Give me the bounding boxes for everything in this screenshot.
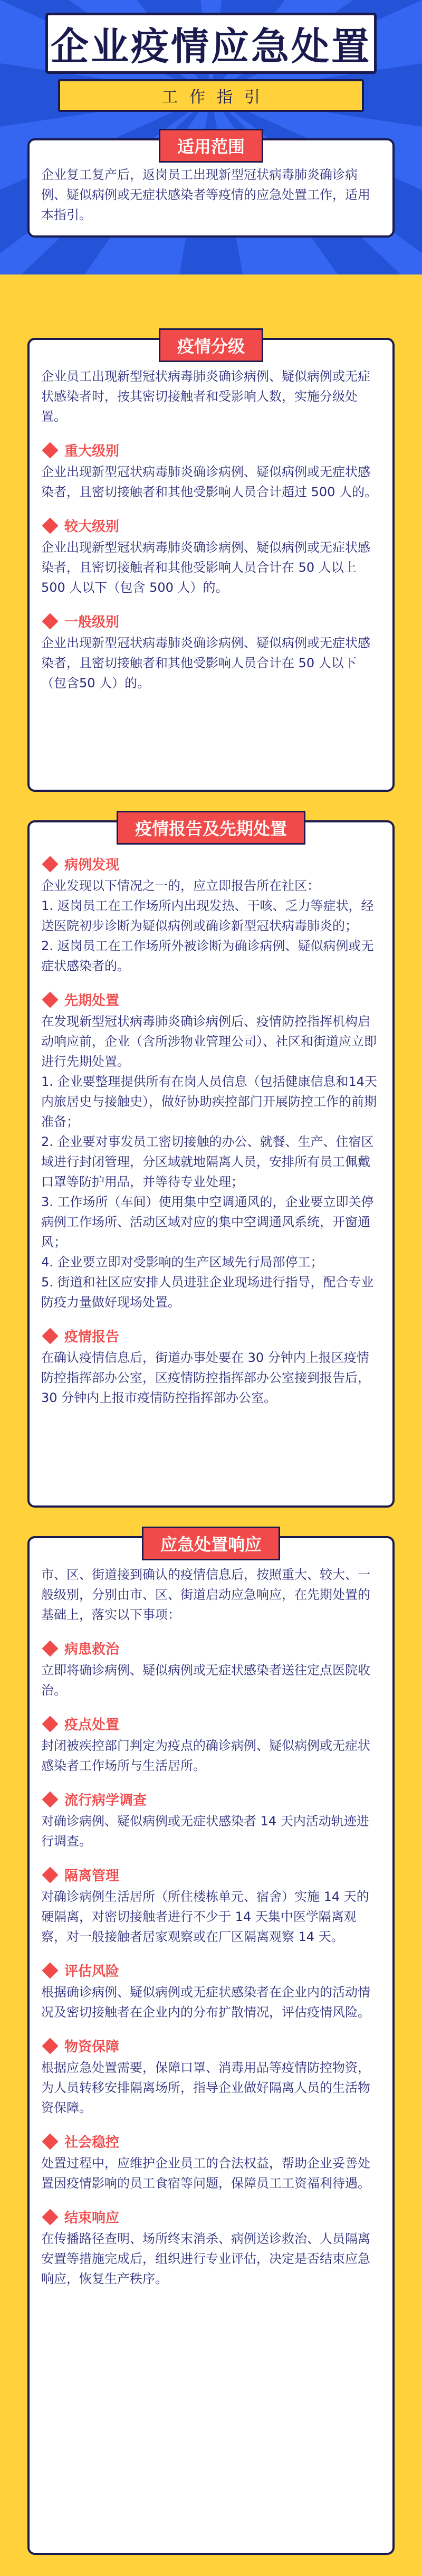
response-item-text: 在传播路径查明、场所终末消杀、病例送诊救治、人员隔离安置等措施完成后，组织进行专业评估，决定是否结束应急响应，恢复生产秩序。: [41, 2231, 370, 2286]
response-item-title: [41, 2036, 381, 2056]
scope-text: 企业复工复产后，返岗员工出现新型冠状病毒肺炎确诊病例、疑似病例或无症状感染者等疫情的应急处置工作，适用本指引。: [41, 167, 370, 222]
diamond-icon: [42, 1791, 58, 1807]
diamond-icon: [42, 2209, 58, 2225]
card-header-grading: [159, 328, 263, 362]
response-item-text: 根据应急处置需要，保障口罩、消毒用品等疫情防控物资，为人员转移安排隔离场所，指导企业做好隔离人员的生活物资保障。: [41, 2060, 370, 2115]
response-item-title: [41, 2132, 381, 2151]
response-item-title: [41, 1639, 381, 1658]
grading-item-title: [41, 440, 381, 460]
diamond-icon: [42, 2038, 58, 2054]
grading-item-text: 企业出现新型冠状病毒肺炎确诊病例、疑似病例或无症状感染者，且密切接触者和其他受影响人员合计超过 500 人的。: [41, 465, 378, 499]
response-item-text: 封闭被疾控部门判定为疫点的确诊病例、疑似病例或无症状感染者工作场所与生活居所。: [41, 1738, 370, 1773]
response-intro: 市、区、街道接到确认的疫情信息后，按照重大、较大、一般级别，分别由市、区、街道启动应急响应，在先期处置的基础上，落实以下事项：: [41, 1567, 370, 1622]
response-item-text: 对确诊病例生活居所（所住楼栋单元、宿舍）实施 14 天的硬隔离，对密切接触者进行不少于 14 天集中医学隔离观察，对一般接触者居家观察或在厂区隔离观察 14 天。: [41, 1889, 369, 1944]
grading-item-label: 重大级别: [64, 443, 120, 459]
card-response: [27, 1536, 395, 2555]
diamond-icon: [42, 1640, 58, 1656]
grading-item-title: [41, 611, 381, 631]
page-subtitle: 工作指引: [162, 88, 272, 107]
diamond-icon: [42, 1328, 58, 1344]
response-item-label: 评估风险: [64, 1964, 120, 1980]
response-item-title: [41, 1789, 381, 1809]
response-item-text: 立即将确诊病例、疑似病例或无症状感染者送往定点医院收治。: [41, 1663, 370, 1698]
title-box: [45, 13, 377, 74]
card-header-response: [142, 1527, 280, 1560]
response-item-label: 物资保障: [64, 2039, 120, 2055]
card-scope: [27, 138, 395, 238]
card-grading: [27, 338, 395, 792]
grading-item-title: [41, 516, 381, 535]
response-item-title: [41, 1865, 381, 1884]
grading-intro: 企业员工出现新型冠状病毒肺炎确诊病例、疑似病例或无症状感染者时，按其密切接触者和受影响人数，实施分级处置。: [41, 369, 370, 424]
report-item-text: 在发现新型冠状病毒肺炎确诊病例后、疫情防控指挥机构启动响应前，企业（含所涉物业管理公司）、社区和街道应立即进行先期处置。 1. 企业要整理提供所有在岗人员信息（包括健康信息和14天内旅居史与接触史），做好协助疾控部门开展防控工作的前期准备； 2. 企业要对事发员工密切接触的办公、就餐、生产、住宿区域进行封闭管理，分区域就地隔离人员，安排所有员工佩戴口罩等防护用品，并等待专业处理； 3. 工作场所（车间）使用集中空调通风的，企业要立即关停病例工作场所、活动区域对应的集中空调通风系统，开窗通风； 4. 企业要立即对受影响的生产区域先行局部停工； 5. 街道和社区应安排人员进驻企业现场进行指导，配合专业防疫力量做好现场处置。: [41, 1014, 378, 1310]
response-item-text: 根据确诊病例、疑似病例或无症状感染者在企业内的活动情况及密切接触者在企业内的分布扩散情况，评估疫情风险。: [41, 1985, 370, 2020]
response-item-label: 病患救治: [64, 1642, 120, 1658]
diamond-icon: [42, 1962, 58, 1978]
report-item-label: 先期处置: [64, 993, 120, 1009]
diamond-icon: [42, 856, 58, 872]
report-item-text: 在确认疫情信息后，街道办事处要在 30 分钟内上报区疫情防控指挥部办公室，区疫情防控指挥部办公室接到报告后，30 分钟内上报市疫情防控指挥部办公室。: [41, 1350, 370, 1405]
report-item-label: 病例发现: [64, 857, 120, 873]
grading-item-label: 一般级别: [64, 614, 120, 630]
response-item-title: [41, 2207, 381, 2227]
response-item-label: 疫点处置: [64, 1717, 120, 1733]
grading-item-text: 企业出现新型冠状病毒肺炎确诊病例、疑似病例或无症状感染者，且密切接触者和其他受影响人员合计在 50 人以下（包含50 人）的。: [41, 636, 370, 690]
card-heading: 疫情报告及先期处置: [135, 819, 287, 839]
card-heading: 适用范围: [177, 137, 245, 157]
response-item-text: 对确诊病例、疑似病例或无症状感染者 14 天内活动轨迹进行调查。: [41, 1814, 369, 1849]
subtitle-box: [58, 79, 364, 112]
response-item-title: [41, 1714, 381, 1734]
report-item-label: 疫情报告: [64, 1329, 120, 1345]
diamond-icon: [42, 1867, 58, 1883]
diamond-icon: [42, 442, 58, 458]
diamond-icon: [42, 517, 58, 534]
card-report: [27, 820, 395, 1508]
report-item-title: [41, 990, 381, 1009]
response-item-label: 流行病学调查: [64, 1793, 147, 1808]
response-item-label: 社会稳控: [64, 2135, 120, 2151]
card-header-scope: [159, 129, 263, 163]
grading-item-label: 较大级别: [64, 519, 120, 535]
response-item-label: 隔离管理: [64, 1868, 120, 1884]
card-heading: 疫情分级: [177, 336, 245, 356]
page-title: 企业疫情应急处置: [50, 24, 371, 69]
diamond-icon: [42, 2133, 58, 2149]
response-item-text: 处置过程中，应维护企业员工的合法权益，帮助企业妥善处置因疫情影响的员工食宿等问题，保障员工工资福利待遇。: [41, 2156, 370, 2191]
report-item-title: [41, 1326, 381, 1346]
report-item-title: [41, 854, 381, 874]
response-item-label: 结束响应: [64, 2210, 120, 2226]
report-item-text: 企业发现以下情况之一的，应立即报告所在社区： 1. 返岗员工在工作场所内出现发热、干咳、乏力等症状，经送医院初步诊断为疑似病例或确诊新型冠状病毒肺炎的； 2. 返岗员工在工作场所外被诊断为确诊病例、疑似病例或无症状感染者的。: [41, 878, 374, 973]
card-header-report: [117, 811, 305, 845]
diamond-icon: [42, 1716, 58, 1732]
card-heading: 应急处置响应: [160, 1535, 262, 1555]
grading-item-text: 企业出现新型冠状病毒肺炎确诊病例、疑似病例或无症状感染者，且密切接触者和其他受影响人员合计在 50 人以上 500 人以下（包含 500 人）的。: [41, 540, 370, 595]
diamond-icon: [42, 613, 58, 629]
diamond-icon: [42, 991, 58, 1008]
response-item-title: [41, 1961, 381, 1980]
